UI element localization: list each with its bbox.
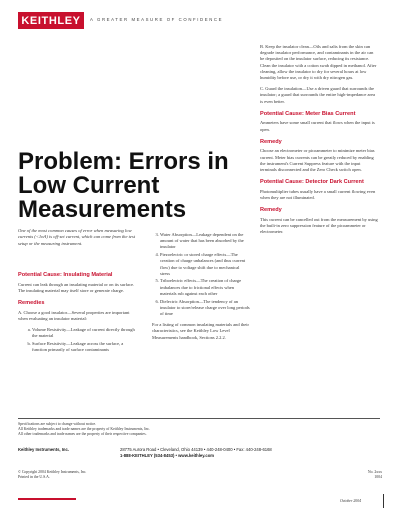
tagline: A GREATER MEASURE OF CONFIDENCE [90,17,224,22]
footer-divider [18,418,380,419]
remedies-intro: A. Choose a good insulator—Several properties are important when evaluating an insulator material: [18,309,130,321]
address: 28775 Aurora Road • Cleveland, Ohio 44139 • 440-248-0400 • Fax: 440-248-6168 [120,447,272,452]
column-1 [18,272,138,358]
remedy2-heading: Remedy [260,207,282,214]
phone-web: 1-888-KEITHLEY (534-8453) • www.keithley.com [120,453,215,458]
remedies-heading: Remedies [18,300,45,306]
company-name: Keithley Instruments, Inc. [18,447,69,452]
list-item: 5. Triboelectric effects—The creation of charge imbalances due to frictional effects when materials rub against each other [160,278,250,297]
footer-accent-bar [18,498,76,500]
doc-code: 1004 [374,475,382,479]
reference-text: For a listing of common insulating materials and their characteristics, see the Keithley Low Level Measurements handbook, Sections 2.2.2. [152,322,249,340]
item-b: B. Keep the insulator clean—Oils and salts from the skin can degrade insulator performance, and contaminants in the air can be deposited on the insulator surface, reducing its resistance. Clean the insulator with a cotton swab dipped in methanol. After cleaning, allow the insulator to dry for several hours at low humidity before use, or dry it with dry nitrogen gas. [260,44,377,81]
doc-number-block [352,470,382,480]
column-2 [152,232,250,346]
cause2-heading: Potential Cause: Meter Bias Current [260,110,356,117]
keithley-logo: KEITHLEY [18,12,84,29]
column-3 [260,44,378,240]
remedy2-text: This current can be cancelled out from the measurement by using the built-in zero suppression feature of the picoammeter or electrometer. [260,216,378,235]
copyright-block [18,470,86,480]
cause3-text: Photomultiplier tubes usually have a small current flowing even when they are not illuminated. [260,188,376,201]
remedy-heading: Remedy [260,138,282,145]
footer-notes [18,422,278,437]
cause-text: Current can leak through an insulating material or on its surface. The insulating material may itself store or generate charge. [18,281,135,293]
remedy-text: Choose an electrometer or picoammeter to minimize meter bias current. Meter bias currents can be greatly reduced by enabling the instrument's Current Suppress feature with the input terminals disconnected and the Zero Check switch open. [260,148,375,173]
list-item: 3. Water Absorption—Leakage dependent on the amount of water that has been absorbed by the insulator [160,232,250,251]
doc-number: No. 2xxx [367,470,382,474]
cause-heading: Potential Cause: Insulating Material [18,272,113,278]
footer-note: Specifications are subject to change without notice. [18,422,97,426]
list-item: 4. Piezoelectric or stored charge effects—The creation of charge unbalances (and thus current flow) due to voltage shift due to mechanical stress [160,252,250,277]
list-item: 6. Dielectric Absorption—The tendency of an insulator to store/release charge over long periods of time [160,299,250,318]
cause2-text: Ammeters have some small current that flows when the input is open. [260,120,375,132]
item-c: C. Guard the insulation—Use a driven guard that surrounds the insulator; a guard that surrounds the entire high-impedance area is even better. [260,86,375,104]
printed: Printed in the U.S.A. [18,475,50,479]
insulator-properties-list-cont [152,232,250,317]
copyright: © Copyright 2004 Keithley Instruments, Inc. [18,470,87,474]
page-edge-mark [383,494,384,508]
page-title: Problem: Errors in Low Current Measurements [18,148,229,223]
footer-note: All Keithley trademarks and trade names are the property of Keithley Instruments, Inc. [18,427,151,431]
list-item: b. Surface Resistivity—Leakage across the surface, a function primarily of surface contaminants [32,341,138,353]
cause3-heading: Potential Cause: Detector Dark Current [260,179,364,186]
contact-block [120,447,390,459]
footer-note: All other trademarks and trade names are the property of their respective companies. [18,432,147,436]
list-item: a. Volume Resistivity—Leakage of current directly through the material [32,327,138,339]
intro-text: One of the most common causes of error when measuring low currents (<1nA) is off-set current, which can come from the test setup or the measuring instrument. [18,228,136,246]
date: October 2004 [340,499,361,503]
insulator-properties-list [18,327,138,353]
